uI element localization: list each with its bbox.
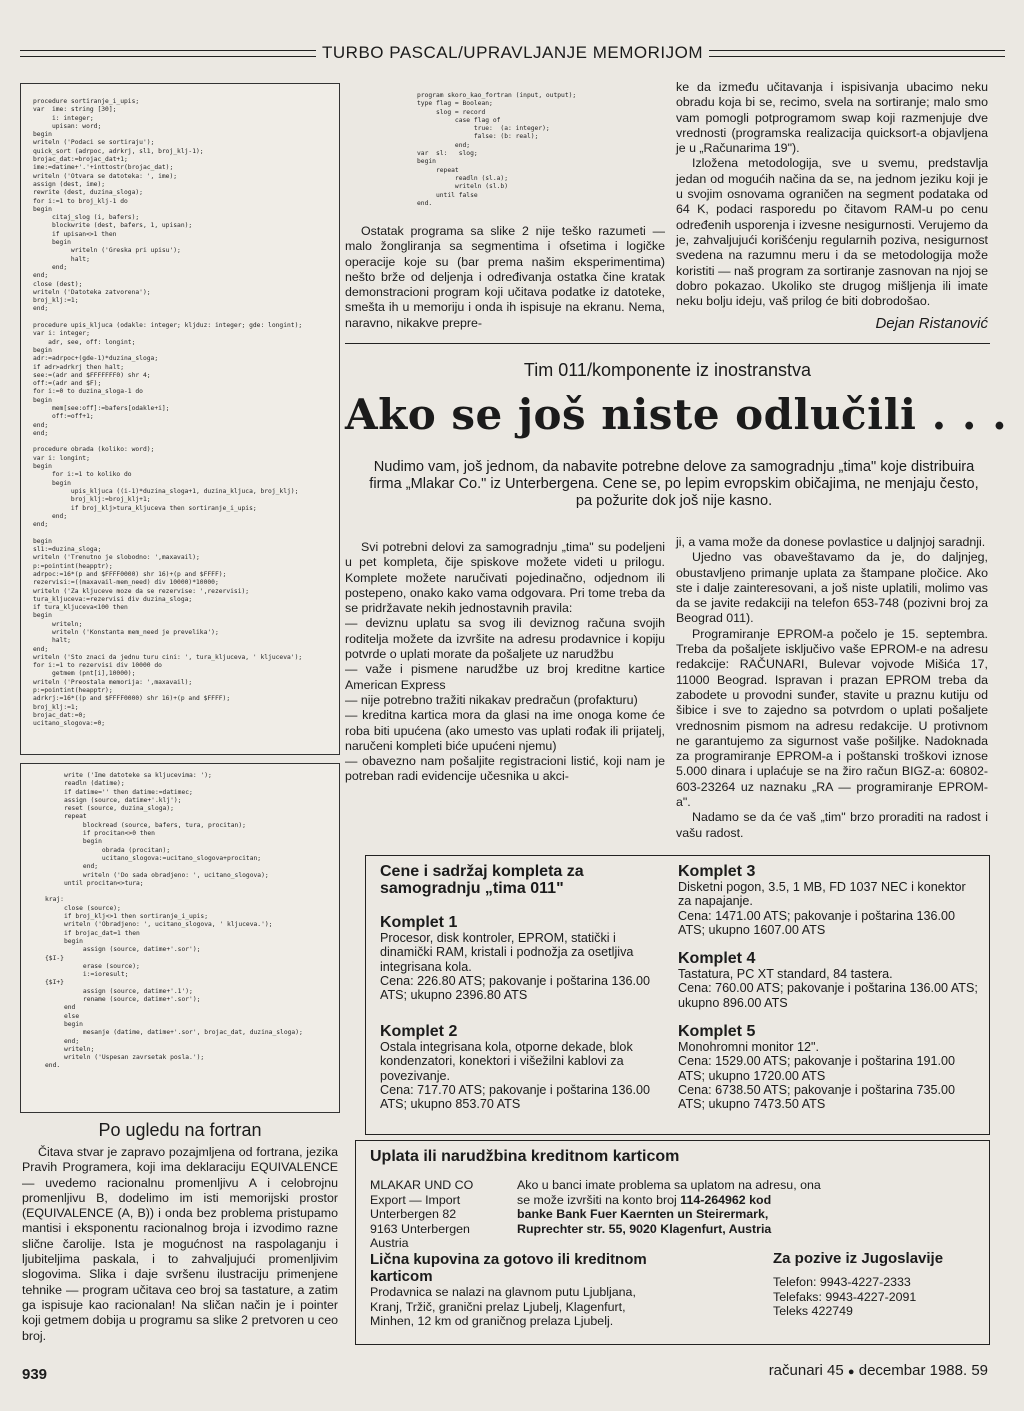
right-paragraph-2: Izložena metodologija, sve u svemu, predstavlja jedan od mogućih načina da se, na jednom jeziku koji je u svojim osnovama ograničen na segment podataka od 64 K, podaci rasporedu po čitavom RAM-u po cenu određenih usporenja i izvesne nesigurnosti. Verujemo da je, zahvaljujući korišćenju regularnih poziva, nesigurnost svedena na razumnu meru i da se metodologija može koristiti — naš program za sortiranje zasnovan na njoj se dobro pokazao. Ukoliko ste drugog mišljenja ili imate neku bolju ideju, vaš prilog će biti dobrodošao. — [676, 156, 988, 309]
shop-info — [370, 1251, 660, 1329]
bank-address: Ruprechter str. 55, 9020 Klagenfurt, Austria — [517, 1221, 772, 1236]
code-listing-3 — [345, 92, 665, 222]
kit-4 — [678, 950, 978, 1010]
bank-note: Ako u banci imate problema sa uplatom na adresu, ona se može izvršiti na konto broj — [517, 1178, 821, 1207]
code-listing-2-text: write ('Ime datoteke sa kljucevima: '); readln (datime); if datime='' then datime:=datimec; assign (source, datime+'.klj'); reset (source, duzina_sloga); repeat blockread (source, bafers, tura, procitan); if procitan<>0 then begin obrada (procitan); ucitano_slogova:=ucitano_slogova+procitan; end; writeln ('Do sada obradjeno: ', ucitano_slogova); until procitan<>tura; kraj: close (source); if broj_klj<>1 then sortiranje_i_upis; writeln ('Obradjeno: ', ucitano_slogova, ' kljuceva.'); if brojac_dat=1 then begin assign (source, datime+'.sor'); {$I-} erase (source); i:=ioresult; {$I+} assign (source, datime+'.1'); rename (source, datime+'.sor'); end else begin mesanje (datime, datime+'.sor', brojac_dat, duzina_sloga); end; writeln; writeln ('Uspesan zavrsetak posla.'); end. — [45, 772, 303, 1070]
code-listing-2 — [20, 763, 340, 1113]
kits-title: Cene i sadržaj kompleta za samogradnju „tima 011" — [380, 863, 584, 897]
shop-text: Prodavnica se nalazi na glavnom putu Ljubljana, Kranj, Tržič, granični prelaz Ljubelj, Klagenfurt, Minhen, 12 km od graničnog prelaza Ljubelj. — [370, 1285, 636, 1328]
yu-telex: Teleks 422749 — [773, 1304, 853, 1318]
address-line: Export — Import — [370, 1192, 461, 1207]
ad-top-rule — [345, 343, 990, 344]
ad-column-2 — [676, 535, 988, 841]
header-rule-left — [20, 50, 316, 57]
address-line: 9163 Unterbergen — [370, 1221, 470, 1236]
footer-magazine: računari 45 — [768, 1362, 844, 1379]
yugoslavia-contacts — [773, 1250, 983, 1319]
kit-3 — [678, 863, 978, 937]
kit-2-name: Komplet 2 — [380, 1023, 458, 1040]
kit-3-description: Disketni pogon, 3.5, 1 MB, FD 1037 NEC i konektor za napajanje. — [678, 880, 966, 909]
ad-col2-paragraph-1: ji, a vama može da donese povlastice u daljnjoj saradnji. — [676, 535, 986, 549]
kit-2-description: Ostala integrisana kola, otporne dekade, blok kondenzatori, konektori i višežilni kablovi za povezivanje. — [380, 1040, 633, 1083]
kit-3-name: Komplet 3 — [678, 863, 756, 880]
ad-col2-paragraph-2: Ujedno vas obaveštavamo da je, do daljnjeg, obustavljeno primanje uplata za štampane pločice. Ako ste i dalje zainteresovani, a još niste uplatili, molimo vas da se javite redakciji na telefon 653-748 (pozivni broj za Beograd 011). — [676, 550, 988, 626]
ad-col1-paragraph: Svi potrebni delovi za samogradnju „tima" su podeljeni u pet kompleta, čije spiskove možete videti u prilogu. Komplete možete naručivati pojedinačno, odjednom ili postepeno, onako kako vama odgovara. Pri tome treba da se pridržavate nekih jednostavnih pravila: — [345, 540, 665, 616]
fortran-section-title: Po ugledu na fortran — [98, 1120, 262, 1140]
ad-column-1 — [345, 540, 665, 785]
kit-5-description: Monohromni monitor 12". — [678, 1040, 819, 1054]
footer-date: decembar 1988. — [858, 1362, 968, 1379]
ad-topic: Tim 011/komponente iz inostranstva — [523, 360, 812, 380]
kit-5-name: Komplet 5 — [678, 1023, 756, 1040]
bank-name: banke Bank Fuer Kaernten un Steirermark, — [517, 1207, 769, 1221]
yu-fax: Telefaks: 9943-4227-2091 — [773, 1289, 917, 1304]
right-column-text — [676, 80, 988, 309]
ad-rule-1: — deviznu uplatu sa svog ili deviznog računa svojih roditelja možete da izvršite na adresu prodavnice i kopiju potvrde o uplati morate da pošaljete uz narudžbu — [345, 616, 665, 662]
kit-1-price: Cena: 226.80 ATS; pakovanje i poštarina 136.00 ATS; ukupno 2396.80 ATS — [380, 973, 651, 1003]
bank-account: 114-264962 kod — [680, 1192, 772, 1207]
kit-1-name: Komplet 1 — [380, 914, 458, 931]
yu-phone: Telefon: 9943-4227-2333 — [773, 1275, 911, 1289]
middle-paragraph: Ostatak programa sa slike 2 nije teško razumeti — malo žongliranja sa segmentima i ofsetima i logičke operacije koje su (bar prema našim eksperimentima) nešto brže od deljenja i određivanja ostatka čine kratak demonstracioni program koji učitava podatke iz datoteke, smešta ih u memoriju i onda ih ispisuje na ekranu. Nema, naravno, nikakve prepre- — [345, 224, 665, 330]
address-line: MLAKAR UND CO — [370, 1178, 474, 1192]
header-rule-right — [709, 50, 1005, 57]
article-author: Dejan Ristanović — [875, 315, 988, 332]
kit-5-price-2: Cena: 6738.50 ATS; pakovanje i poštarina 735.00 ATS; ukupno 7473.50 ATS — [678, 1082, 956, 1112]
code-listing-1-text: procedure sortiranje_i_upis; var ime: string [30]; i: integer; upisan: word; begin writeln ('Podaci se sortiraju'); quick_sort (adrpoc, adrkrj, sl1, broj_klj-1); brojac_dat:=brojac_dat+1; ime:=datime+'.'+inttostr(brojac_dat); writeln ('Otvara se datoteka: ', ime); assign (dest, ime); rewrite (dest, duzina_sloga); for i:=1 to broj_klj-1 do begin citaj_slog (i, bafers); blockwrite (dest, bafers, 1, upisan); if upisan<>1 then begin writeln ('Greska pri upisu'); halt; end; end; close (dest); writeln ('Datoteka zatvorena'); broj_klj:=1; end; procedure upis_kljuca (odakle: integer; kljduz: integer; gde: longint); var i: integer; adr, see, off: longint; begin adr:=adrpoc+(gde-1)*duzina_sloga; if adr>adrkrj then halt; see:=(adr and $FFFFFFF0) shr 4; off:=(adr and $F); for i:=0 to duzina_sloga-1 do begin mem[see:off]:=bafers[odakle+i]; off:=off+1; end; end; procedure obrada (koliko: word); var i: longint; begin for i:=1 to koliko do begin upis_kljuca ((i-1)*duzina_sloga+1, duzina_kljuca, broj_klj); broj_klj:=broj_klj+1; if broj_klj>tura_kljuceva then sortiranje_i_upis; end; end; begin sl1:=duzina_sloga; writeln ('Trenutno je slobodno: ',maxavail); p:=pointint(heapptr); adrpoc:=16*(p and $FFFF0000) shr 16)+(p and $FFFF); rezervisi:=((maxavail-mem_need) div 10000)*10000; writeln ('Za kljuceve moze da se rezervise: ',rezervisi); tura_kljuceva:=rezervisi div duzina_sloga; if tura_kljuceva<100 then begin writeln; writeln ('Konstanta mem_need je prevelika'); halt; end; writeln ('Sto znaci da jednu turu cini: ', tura_kljuceva, ' kljuceva'); for i:=1 to rezervisi div 10000 do getmem (pnt[i],10000); writeln ('Preostala memorija: ',maxavail); p:=pointint(heapptr); adrkrj:=16*((p and $FFFF0000) shr 16)+(p and $FFFF); broj_klj:=1; brojac_dat:=0; ucitano_slogova:=0; — [33, 98, 303, 728]
kit-2 — [380, 1023, 665, 1111]
footer-left-number: 939 — [22, 1366, 48, 1383]
shop-title: Lična kupovina za gotovo ili kreditnom karticom — [370, 1251, 647, 1285]
kit-1 — [380, 914, 665, 1002]
footer-info — [680, 1362, 988, 1379]
kit-4-description: Tastatura, PC XT standard, 84 tastera. — [678, 967, 893, 981]
page-header — [20, 42, 1005, 64]
footer-bullet-icon: ● — [847, 1366, 855, 1378]
kit-1-description: Procesor, disk kontroler, EPROM, statički i dinamički RAM, kristali i podnožja za osetljiva integrisana kola. — [380, 931, 634, 974]
ad-lead: Nudimo vam, još jednom, da nabavite potrebne delove za samogradnju „tima" koje distribuira firma „Mlakar Co." iz Unterbergena. Cene se, po lepim evropskim običajima, ne menjaju često, pa požurite dok još nije kasno. — [369, 459, 979, 509]
middle-column-text — [345, 224, 665, 331]
payment-address — [370, 1178, 500, 1251]
kit-5-price: Cena: 1529.00 ATS; pakovanje i poštarina 191.00 ATS; ukupno 1720.00 ATS — [678, 1054, 956, 1083]
payment-title: Uplata ili narudžbina kreditnom karticom — [370, 1148, 680, 1165]
fortran-paragraph: Čitava stvar je zapravo pozajmljena od fortrana, jezika Pravih Programera, koji ima deklaraciju EQUIVALENCE — uvedemo racionalnu promenljivu A i celobrojnu promenljivu B, dodelimo im isti memorijski prostor (EQUIVALENCE (A, B)) i onda bez problema pristupamo mantisi i eksponentu racionalnog broja i izvodimo razne slične čarolije. Ista je mogućnost na raspolaganju i ljubiteljima paskala, i to zahvaljujući promenljivim slogovima. Slika i daje svršenu ilustraciju primenjene tehnike — program učitava ceo broj sa tastature, a zatim ga ispisuje kao racionalan! Na sličan način je i pointer koji getmem dobija u programu sa slike 2 pretvoren u ceo broj. — [22, 1145, 338, 1343]
ad-rule-3: — nije potrebno tražiti nikakav predračun (profakturu) — [345, 692, 638, 707]
code-listing-3-text: program skoro_kao_fortran (input, output); type flag = Boolean; slog = record case flag of true: (a: integer); false: (b: real); end; var sl: slog; begin repeat readln (sl.a); writeln (sl.b) until false end. — [417, 92, 577, 207]
ad-col2-paragraph-3: Programiranje EPROM-a počelo je 15. septembra. Treba da pošaljete isključivo vaše EPROM-e na adresu redakcije: RAČUNARI, Bulevar vojvode Mišića 17, 11000 Beograd. Ispravan i prazan EPROM treba da zabodete u provodni sunđer, stavite u praznu kutiju od šibice i sve to zajedno sa potvrdom o uplati pošaljete vrednosnim pismom na adresu redakcije. U protivnom ne garantujemo za sigurnost vaše pošiljke. Nadoknada za programiranje EPROM-a i poštanski troškovi iznose 5.000 dinara i uplaćuje se na žiro račun BIGZ-a: 60802-603-23264 uz naznaku „RA — programiranje EPROM-a". — [676, 626, 988, 810]
ad-rule-5: — obavezno nam pošaljite registracioni listić, koji nam je potreban radi evidencije učesnika u akci- — [345, 754, 665, 784]
kit-5 — [678, 1023, 978, 1111]
ad-rule-4: — kreditna kartica mora da glasi na ime onoga kome će roba biti upućena (ako umesto vas uplati rođak ili prijatelj, naručeni kompleti biće upućeni njemu) — [345, 708, 665, 753]
ad-headline: Ako se još niste odlučili . . . — [345, 390, 1008, 439]
ad-rule-2: — važe i pismene narudžbe uz broj kreditne kartice American Express — [345, 662, 665, 692]
code-listing-1 — [20, 83, 340, 755]
kit-2-price: Cena: 717.70 ATS; pakovanje i poštarina 136.00 ATS; ukupno 853.70 ATS — [380, 1082, 651, 1112]
address-line: Unterbergen 82 — [370, 1207, 457, 1221]
header-title: TURBO PASCAL/UPRAVLJANJE MEMORIJOM — [322, 43, 703, 62]
kit-3-price: Cena: 1471.00 ATS; pakovanje i poštarina 136.00 ATS; ukupno 1607.00 ATS — [678, 908, 956, 937]
bank-info — [517, 1178, 837, 1236]
address-line: Austria — [370, 1236, 409, 1250]
footer-page-number: 59 — [971, 1362, 988, 1379]
fortran-section-text — [22, 1145, 338, 1344]
kit-4-price: Cena: 760.00 ATS; pakovanje i poštarina 136.00 ATS; ukupno 896.00 ATS — [678, 981, 978, 1010]
kit-4-name: Komplet 4 — [678, 950, 756, 967]
right-paragraph-1: ke da između učitavanja i ispisivanja ubacimo neku obradu koja bi se, recimo, svela na sortiranje; malo smo vam pomogli potprogramom swap koji razmenjuje dve vrednosti (programska realizacija quicksort-a objavljena je u „Računarima 19"). — [676, 80, 988, 156]
yu-title: Za pozive iz Jugoslavije — [773, 1250, 944, 1267]
ad-col2-paragraph-4: Nadamo se da će vaš „tim" brzo proraditi na radost i vašu radost. — [676, 810, 988, 840]
